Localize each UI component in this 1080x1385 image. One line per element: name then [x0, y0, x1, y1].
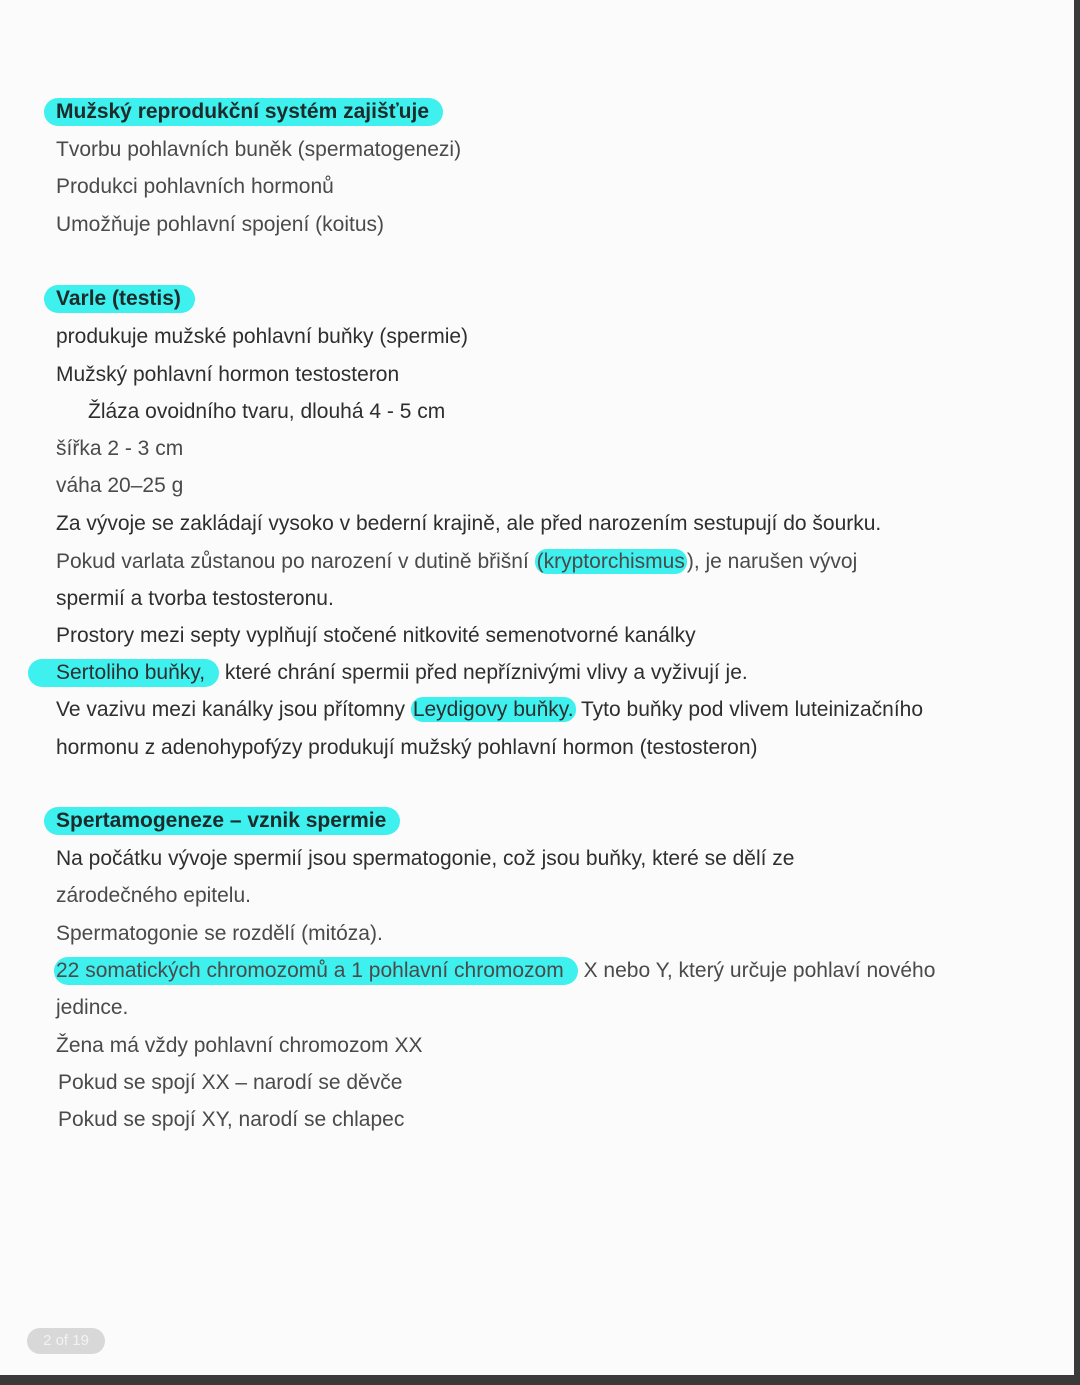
- section-heading-testis: Varle (testis): [56, 285, 195, 313]
- text-line: Tvorbu pohlavních buněk (spermatogenezi): [56, 138, 462, 161]
- text-line: Umožňuje pohlavní spojení (koitus): [56, 213, 385, 236]
- highlight-chromosomes: 22 somatických chromozomů a 1 pohlavní chromozom: [54, 957, 578, 985]
- text-line: jedince.: [56, 996, 129, 1019]
- highlight-sertoli: Sertoliho buňky,: [28, 659, 219, 687]
- text-line: Za vývoje se zakládají vysoko v bederní krajině, ale před narozením sestupují do šourku.: [56, 512, 882, 535]
- text-line: šířka 2 - 3 cm: [56, 437, 184, 460]
- text-line: váha 20–25 g: [56, 474, 184, 497]
- text-line-sertoli: Sertoliho buňky, které chrání spermii před nepříznivými vlivy a vyživují je.: [56, 659, 748, 687]
- text-line: Pokud se spojí XY, narodí se chlapec: [58, 1108, 405, 1131]
- text-line: Spermatogonie se rozdělí (mitóza).: [56, 922, 383, 945]
- text-line: Produkci pohlavních hormonů: [56, 175, 334, 198]
- highlight-leydig: Leydigovy buňky.: [412, 698, 574, 721]
- text-line-kryptorchismus: Pokud varlata zůstanou po narození v dutině břišní (kryptorchismus), je narušen vývoj: [56, 550, 858, 573]
- text-line: spermií a tvorba testosteronu.: [56, 587, 334, 610]
- text-line: zárodečného epitelu.: [56, 884, 251, 907]
- text-line: Žena má vždy pohlavní chromozom XX: [56, 1034, 423, 1057]
- text-line-leydig: Ve vazivu mezi kanálky jsou přítomny Leydigovy buňky. Tyto buňky pod vlivem luteinizačního: [56, 698, 924, 721]
- text-line: produkuje mužské pohlavní buňky (spermie): [56, 325, 469, 348]
- text-line: Na počátku vývoje spermií jsou spermatogonie, což jsou buňky, které se dělí ze: [56, 847, 795, 870]
- section-heading-spermatogenesis: Spertamogeneze – vznik spermie: [56, 807, 400, 835]
- text-line: Pokud se spojí XX – narodí se děvče: [58, 1071, 403, 1094]
- section-heading-reproductive-system: Mužský reprodukční systém zajišťuje: [56, 98, 443, 126]
- text-line: Žláza ovoidního tvaru, dlouhá 4 - 5 cm: [88, 400, 446, 423]
- page-indicator: 2 of 19: [27, 1328, 105, 1354]
- text-line: Mužský pohlavní hormon testosteron: [56, 363, 400, 386]
- text-line: hormonu z adenohypofýzy produkují mužský pohlavní hormon (testosteron): [56, 736, 758, 759]
- text-line: Prostory mezi septy vyplňují stočené nitkovité semenotvorné kanálky: [56, 624, 696, 647]
- highlight-kryptorchismus: (kryptorchismus: [536, 550, 685, 573]
- text-line-chromosomes: 22 somatických chromozomů a 1 pohlavní chromozom X nebo Y, který určuje pohlaví nového: [56, 957, 935, 985]
